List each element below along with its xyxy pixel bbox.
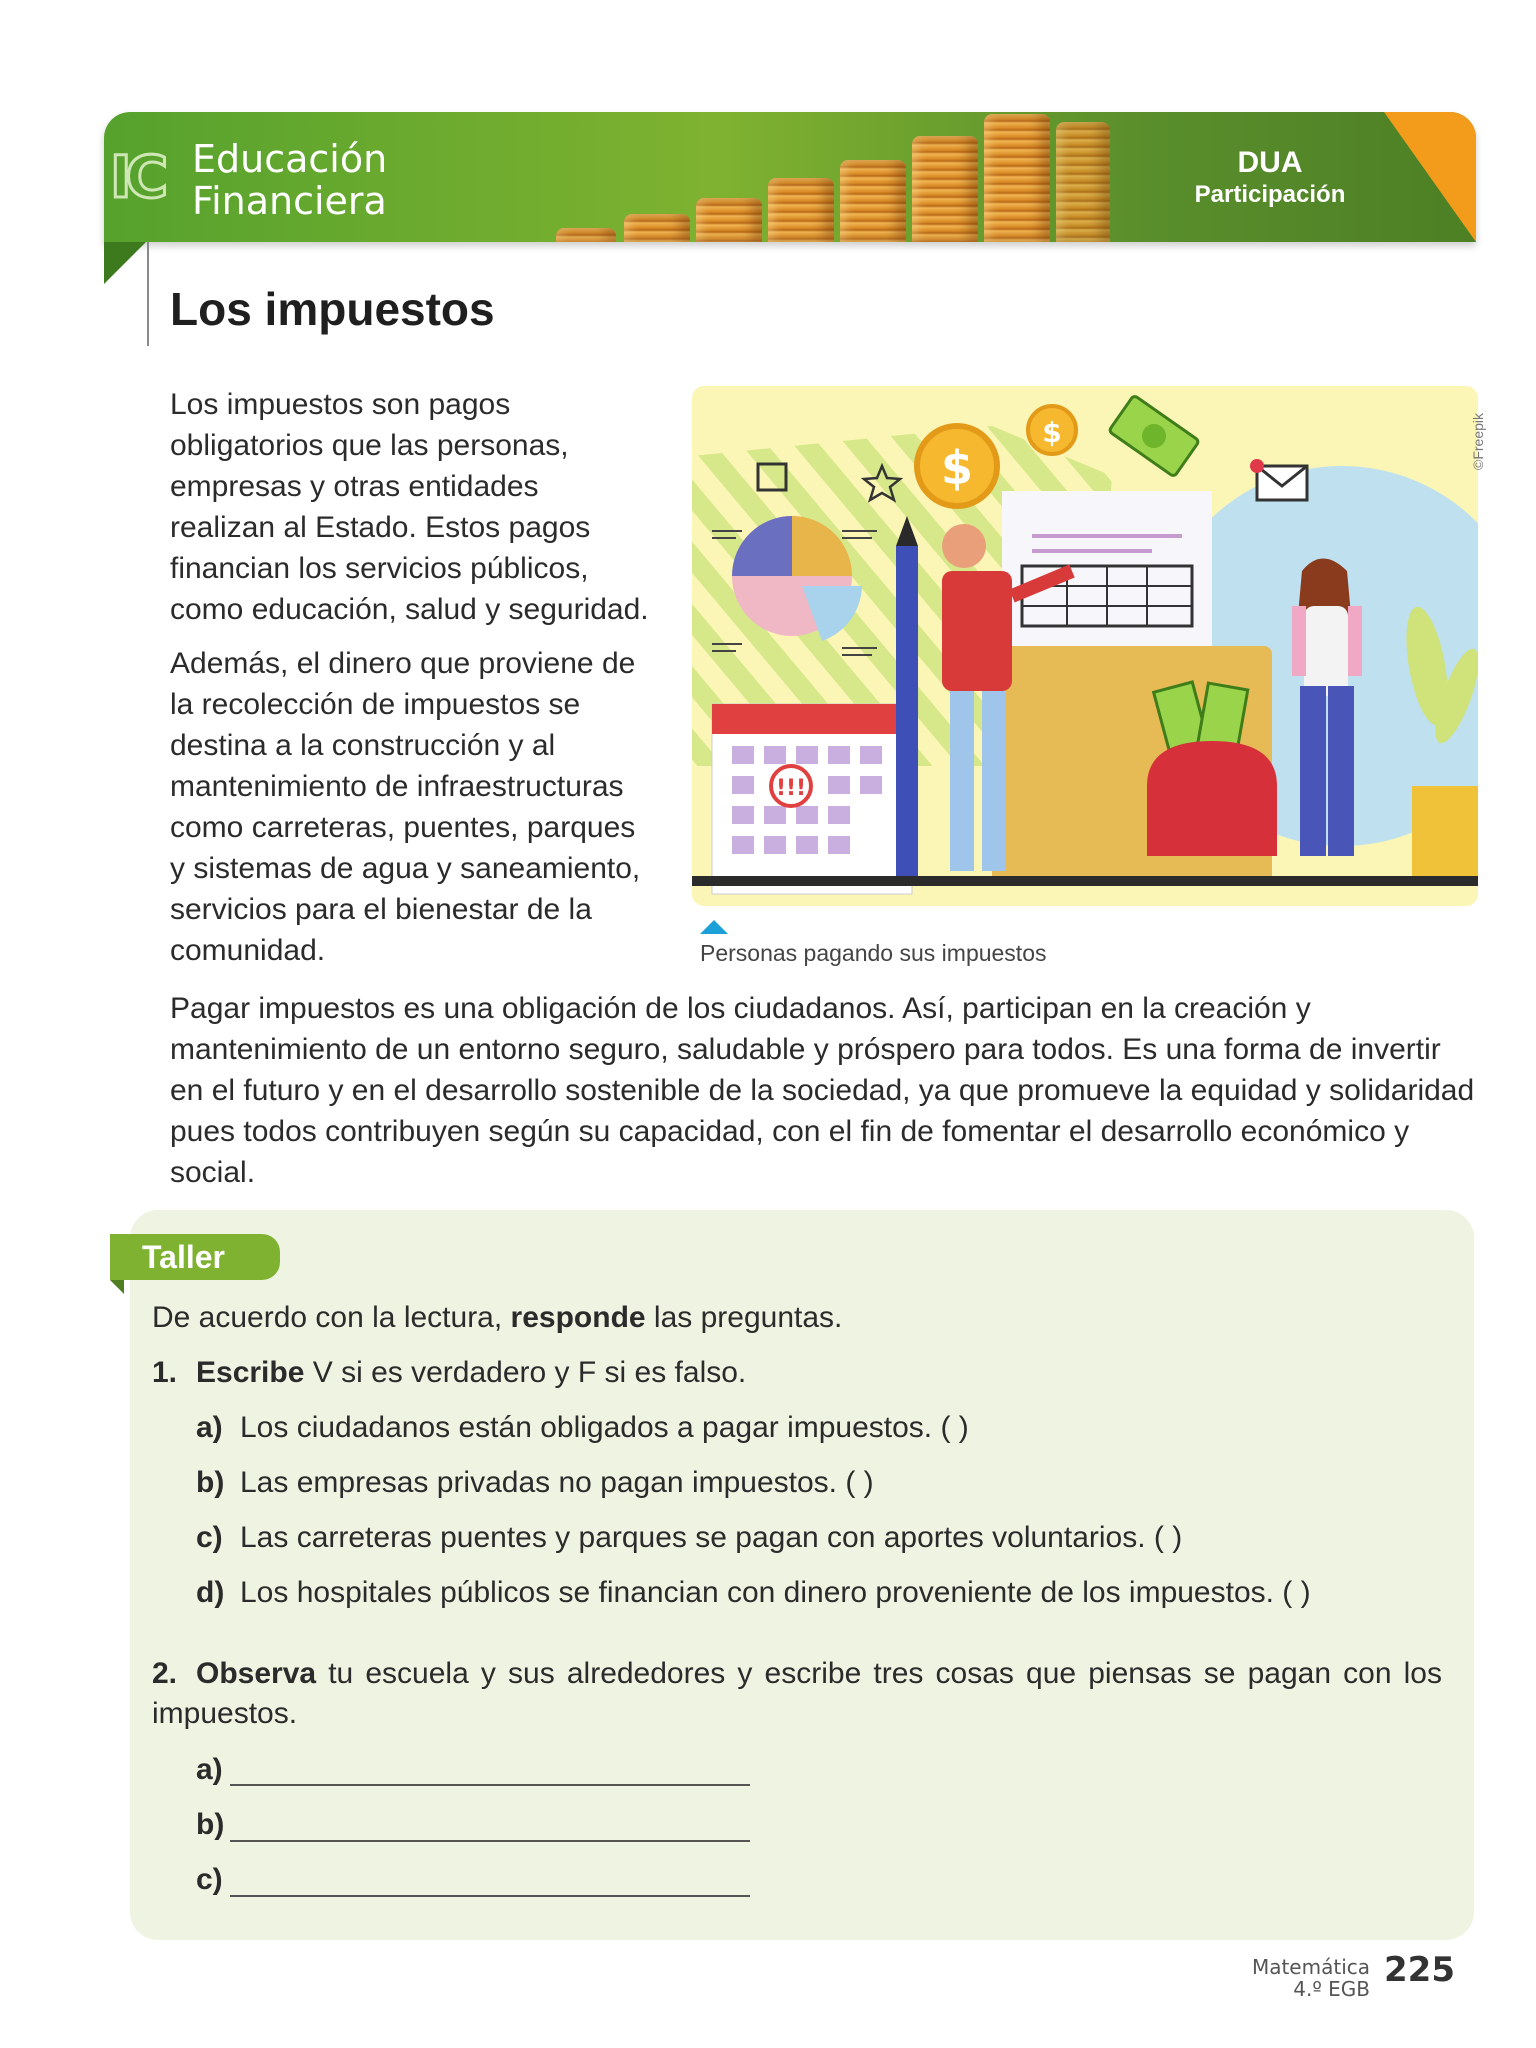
- item-letter: a): [196, 1753, 223, 1786]
- paragraph-1: Los impuestos son pagos obligatorios que las personas, empresas y otras entidades realizan al Estado. Estos pagos financian los servicios públicos, como educación, salud y seguridad.: [170, 388, 649, 626]
- item-letter: b): [196, 1466, 225, 1499]
- svg-text:$: $: [1042, 416, 1062, 449]
- item-text: Los hospitales públicos se financian con dinero proveniente de los impuestos. ( ): [240, 1576, 1311, 1609]
- question-text: tu escuela y sus alrededores y escribe tres cosas que piensas se pagan con los impuestos.: [152, 1657, 1442, 1730]
- question-number: 2.: [152, 1657, 178, 1690]
- image-caption: Personas pagando sus impuestos: [700, 940, 1047, 966]
- item-letter: b): [196, 1808, 225, 1841]
- grade-level: 4.º EGB: [1293, 1977, 1370, 2001]
- q1-item-d: [196, 1573, 1311, 1613]
- taller-tab-corner: [110, 1280, 124, 1294]
- item-letter: c): [196, 1521, 223, 1554]
- question-1: [152, 1353, 746, 1393]
- item-letter: d): [196, 1576, 225, 1609]
- page-title: Los impuestos: [170, 283, 495, 335]
- title-rule: [147, 242, 149, 346]
- pen-icon: [896, 516, 918, 876]
- q2-answer-c: [196, 1860, 240, 1900]
- banner-orange-corner: [1384, 112, 1476, 242]
- taller-tab: Taller: [110, 1234, 280, 1280]
- dua-title: DUA: [1237, 146, 1303, 179]
- item-letter: a): [196, 1411, 223, 1444]
- answer-line-c[interactable]: [230, 1895, 750, 1897]
- image-credit: ©Freepik: [1470, 413, 1486, 470]
- intro-text: De acuerdo con la lectura,: [152, 1301, 511, 1334]
- q1-item-c: [196, 1518, 1182, 1558]
- q1-item-a: [196, 1408, 969, 1448]
- item-letter: c): [196, 1863, 223, 1896]
- dua-label: [1160, 146, 1380, 210]
- illustration-svg: [692, 386, 1478, 906]
- question-2: [152, 1654, 1442, 1734]
- intro-text-end: las preguntas.: [645, 1301, 843, 1334]
- taxes-illustration: [692, 386, 1478, 906]
- item-text: Las empresas privadas no pagan impuestos. ( ): [240, 1466, 874, 1499]
- banknote-icon: [1109, 395, 1200, 477]
- page-number: 225: [1384, 1950, 1455, 1990]
- paragraph-2: Además, el dinero que proviene de la recolección de impuestos se destina a la construcción y al mantenimiento de infraestructuras como carreteras, puentes, parques y sistemas de agua y saneamiento, servicios para el bienestar de la comunidad.: [170, 647, 641, 967]
- envelope-icon: [1250, 459, 1307, 500]
- item-text: Los ciudadanos están obligados a pagar impuestos. ( ): [240, 1411, 969, 1444]
- calendar-icon: [712, 704, 912, 894]
- calendar-alert-mark: !!!: [775, 776, 807, 801]
- answer-line-a[interactable]: [230, 1784, 750, 1786]
- item-text: Las carreteras puentes y parques se pagan con aportes voluntarios. ( ): [240, 1521, 1183, 1554]
- dua-subtitle: Participación: [1194, 181, 1346, 208]
- brand-line-1: Educación: [192, 137, 388, 181]
- brand-line-2: Financiera: [192, 179, 387, 223]
- question-verb: Escribe: [196, 1356, 305, 1389]
- intro-verb: responde: [510, 1301, 646, 1334]
- question-verb: Observa: [196, 1657, 317, 1690]
- title-corner-decoration: [104, 242, 146, 284]
- subject-name: Matemática: [1251, 1955, 1370, 1979]
- question-number: 1.: [152, 1356, 178, 1389]
- caption-arrow-icon: [700, 920, 728, 934]
- brand-title: [192, 138, 387, 222]
- brand-logo: IC: [110, 143, 163, 211]
- footer-subject: [1170, 1956, 1370, 2000]
- svg-text:$: $: [940, 441, 974, 495]
- answer-line-b[interactable]: [230, 1840, 750, 1842]
- taller-intro: [152, 1298, 842, 1338]
- q1-item-b: [196, 1463, 874, 1503]
- q2-answer-b: [196, 1805, 240, 1845]
- question-text: V si es verdadero y F si es falso.: [304, 1356, 747, 1389]
- paragraph-3: Pagar impuestos es una obligación de los ciudadanos. Así, participan en la creación y mantenimiento de un entorno seguro, saludable y próspero para todos. Es una forma de invertir en el futuro y en el desarrollo sostenible de la sociedad, ya que promueve la equidad y solidaridad pues todos contribuyen según su capacidad, con el fin de fomentar el desarrollo económico y social.: [170, 992, 1475, 1189]
